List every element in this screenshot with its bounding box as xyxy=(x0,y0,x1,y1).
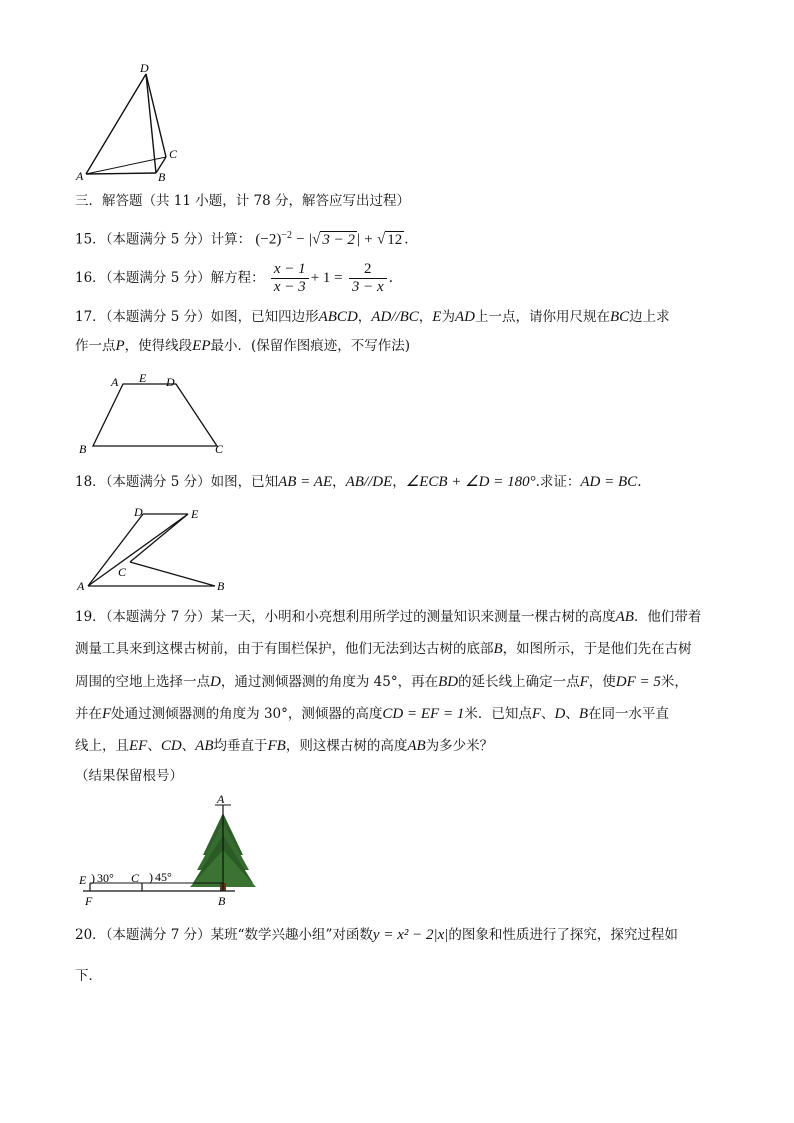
question-19-line3 xyxy=(75,672,688,692)
segment-ad xyxy=(88,514,143,586)
q17-l2-text-2: ，使得线段 xyxy=(124,338,193,354)
q17-bc: BC xyxy=(609,309,630,325)
q19-f2: F xyxy=(531,706,541,722)
q19-b2: B xyxy=(578,706,589,722)
label-d: D xyxy=(134,505,143,519)
question-19-line4 xyxy=(75,704,669,724)
q17-text-3: ， xyxy=(418,309,433,325)
q19-d2: D xyxy=(554,706,566,722)
label-a: A xyxy=(77,579,85,593)
q19-cd-ef: CD = EF = 1 xyxy=(382,706,465,722)
label-a: A xyxy=(217,795,225,806)
q16-verb: 解方程： xyxy=(210,270,265,286)
q17-text-2: ， xyxy=(357,309,372,325)
label-e: E xyxy=(79,873,87,887)
q17-text-6: 边上求 xyxy=(629,309,670,325)
q18-ab-eq-ae: AB = AE xyxy=(278,474,333,490)
q18-angle-condition: ∠ECB + ∠D = 180° xyxy=(405,474,536,490)
q16-points: （本题满分 5 分） xyxy=(105,270,211,286)
q17-number: 17． xyxy=(75,309,106,325)
label-c: C xyxy=(215,442,224,456)
edge-dc xyxy=(146,74,166,157)
figure-q18 xyxy=(75,503,245,593)
q18-text-1: 如图，已知 xyxy=(210,474,279,490)
label-angle-45: 45° xyxy=(155,870,172,884)
q17-p: P xyxy=(115,338,125,354)
q19-l5-text-6: 为多少米？ xyxy=(425,738,494,754)
q15-number: 15． xyxy=(75,231,106,248)
q17-points: （本题满分 5 分） xyxy=(105,309,211,325)
label-e: E xyxy=(191,507,199,521)
label-c: C xyxy=(131,871,140,885)
section-heading: 三．解答题（共 11 小题，计 78 分，解答应写出过程） xyxy=(75,193,411,209)
q19-cd: CD xyxy=(160,738,182,754)
q18-ad-eq-bc: AD = BC xyxy=(580,474,638,490)
q19-l1-text-2: ．他们带着 xyxy=(633,609,702,625)
q15-minus: − xyxy=(296,231,305,248)
label-e: E xyxy=(139,371,147,385)
q19-f-point: F xyxy=(102,706,112,722)
q19-l5-text-2: 、 xyxy=(147,738,161,754)
q19-f: F xyxy=(579,674,589,690)
q18-ab-parallel-de: AB//DE xyxy=(345,474,393,490)
arc-45: ) xyxy=(149,870,153,884)
figure-q19-tree xyxy=(75,795,260,910)
q18-text-4: .求证： xyxy=(535,474,581,490)
q19-ab2: AB xyxy=(407,738,426,754)
q19-bd: BD xyxy=(438,674,459,690)
arc-30: ) xyxy=(91,871,95,885)
q16-lhs-numerator: x − 1 xyxy=(271,261,309,279)
trapezoid-abcd xyxy=(93,384,217,446)
question-20-line2: 下． xyxy=(75,968,102,984)
q19-l3-text-1: 周围的空地上选择一点 xyxy=(75,674,210,690)
q15-verb: 计算： xyxy=(210,231,252,248)
label-c: C xyxy=(169,147,178,161)
q19-df: DF = 5 xyxy=(615,674,661,690)
q16-rhs-numerator: 2 xyxy=(349,261,387,279)
q19-b: B xyxy=(493,641,503,657)
q19-l4-text-5: 、 xyxy=(565,706,579,722)
q17-ad-parallel-bc: AD//BC xyxy=(371,309,419,325)
q19-fb: FB xyxy=(267,738,286,754)
q19-l5-text-5: ，则这棵古树的高度 xyxy=(285,738,408,754)
q17-text-5: 上一点，请你用尺规在 xyxy=(474,309,610,325)
q16-lhs-fraction xyxy=(271,261,309,296)
label-f: F xyxy=(85,894,93,908)
q20-number: 20． xyxy=(75,927,106,943)
q17-l2-text-1: 作一点 xyxy=(75,338,116,354)
label-b: B xyxy=(218,894,226,908)
q16-lhs-denominator: x − 3 xyxy=(273,279,306,295)
q20-text-2: 的图象和性质进行了探究，探究过程如 xyxy=(448,927,678,943)
label-b: B xyxy=(79,442,87,456)
question-15 xyxy=(75,226,409,250)
q15-plus: + xyxy=(364,231,373,248)
edge-ad xyxy=(86,74,146,174)
edge-ab xyxy=(86,173,156,174)
q19-l1-text-1: 某一天，小明和小亮想利用所学过的测量知识来测量一棵古树的高度 xyxy=(210,609,616,625)
q19-l2-text-2: ，如图所示，于是他们先在古树 xyxy=(502,641,692,657)
q19-ef: EF xyxy=(129,738,148,754)
q18-points: （本题满分 5 分） xyxy=(105,474,211,490)
q17-abcd: ABCD xyxy=(318,309,358,325)
q19-l4-text-6: 在同一水平直 xyxy=(588,706,670,722)
q19-l2-text-1: 测量工具来到这棵古树前，由于有围栏保护，他们无法到达古树的底部 xyxy=(75,641,494,657)
q17-text-4: 为 xyxy=(441,309,455,325)
q19-d: D xyxy=(210,674,221,690)
q16-plus-one: + 1 = xyxy=(310,270,343,286)
q15-end: . xyxy=(404,231,409,248)
q19-l3-text-2: ，通过测倾器测的角度为 45°，再在 xyxy=(220,674,439,690)
question-16 xyxy=(75,258,393,298)
label-d: D xyxy=(140,61,149,75)
q18-number: 18． xyxy=(75,474,106,490)
q17-ad: AD xyxy=(454,309,475,325)
q18-text-2: ， xyxy=(332,474,346,490)
label-c: C xyxy=(118,565,127,579)
q17-l2-text-3: 最小．(保留作图痕迹，不写作法) xyxy=(210,338,411,354)
figure-q14-pyramid xyxy=(70,60,190,185)
q15-exponent: −2 xyxy=(281,230,292,241)
edge-db xyxy=(146,74,156,173)
label-b: B xyxy=(217,579,225,593)
q15-base: (−2) xyxy=(255,231,282,248)
q20-function: y = x² − 2|x| xyxy=(372,927,449,943)
question-19-line1 xyxy=(75,607,701,627)
q17-e: E xyxy=(432,309,442,325)
segment-ac xyxy=(88,514,188,586)
question-18 xyxy=(75,472,641,492)
q19-l3-text-4: ，使 xyxy=(588,674,616,690)
question-17-line2 xyxy=(75,336,410,356)
q17-text-1: 如图，已知四边形 xyxy=(210,309,319,325)
label-b: B xyxy=(158,170,166,184)
q19-l5-text-4: 均垂直于 xyxy=(213,738,268,754)
label-a: A xyxy=(76,169,84,183)
q15-abs: |√ 3 − 2 | xyxy=(309,231,360,248)
q19-l5-text-3: 、 xyxy=(181,738,196,754)
label-angle-30: 30° xyxy=(97,871,114,885)
segment-cb xyxy=(130,562,215,586)
q20-text-1: 某班“数学兴趣小组”对函数 xyxy=(210,927,373,943)
edge-ac xyxy=(86,157,166,174)
q19-ab-line5: AB xyxy=(195,738,214,754)
q19-l4-text-3: 米．已知点 xyxy=(464,706,532,722)
q19-l3-text-5: 米， xyxy=(660,674,688,690)
q15-root12: 12 xyxy=(387,231,403,248)
q16-end: . xyxy=(388,270,393,286)
question-20-line1 xyxy=(75,925,678,945)
q19-number: 19． xyxy=(75,609,106,625)
q15-abs-inner: 3 − 2 xyxy=(322,231,355,248)
q20-points: （本题满分 7 分） xyxy=(105,927,211,943)
question-19-line5 xyxy=(75,736,493,756)
q19-ab: AB xyxy=(615,609,634,625)
segment-ec xyxy=(130,514,188,562)
q19-l5-text-1: 线上，且 xyxy=(75,738,129,754)
q19-l4-text-4: 、 xyxy=(541,706,555,722)
q17-ep: EP xyxy=(192,338,211,354)
figure-q17-trapezoid xyxy=(75,370,240,460)
q19-l4-text-2: 处通过测倾器测的角度为 30°，测倾器的高度 xyxy=(111,706,383,722)
question-19-line2 xyxy=(75,639,692,659)
q16-rhs-fraction xyxy=(349,261,387,296)
q16-number: 16． xyxy=(75,270,106,286)
q19-points: （本题满分 7 分） xyxy=(105,609,211,625)
q19-l4-text-1: 并在 xyxy=(75,706,102,722)
q18-end: . xyxy=(637,474,642,490)
label-d: D xyxy=(166,375,175,389)
q19-l3-text-3: 的延长线上确定一点 xyxy=(458,674,580,690)
question-19-note: （结果保留根号） xyxy=(75,768,183,784)
q18-text-3: ， xyxy=(392,474,406,490)
label-a: A xyxy=(111,375,119,389)
question-17-line1 xyxy=(75,307,670,327)
q15-points: （本题满分 5 分） xyxy=(105,231,211,248)
q15-sqrt12: √ 12 xyxy=(377,231,403,248)
q16-rhs-denominator: 3 − x xyxy=(351,279,384,295)
